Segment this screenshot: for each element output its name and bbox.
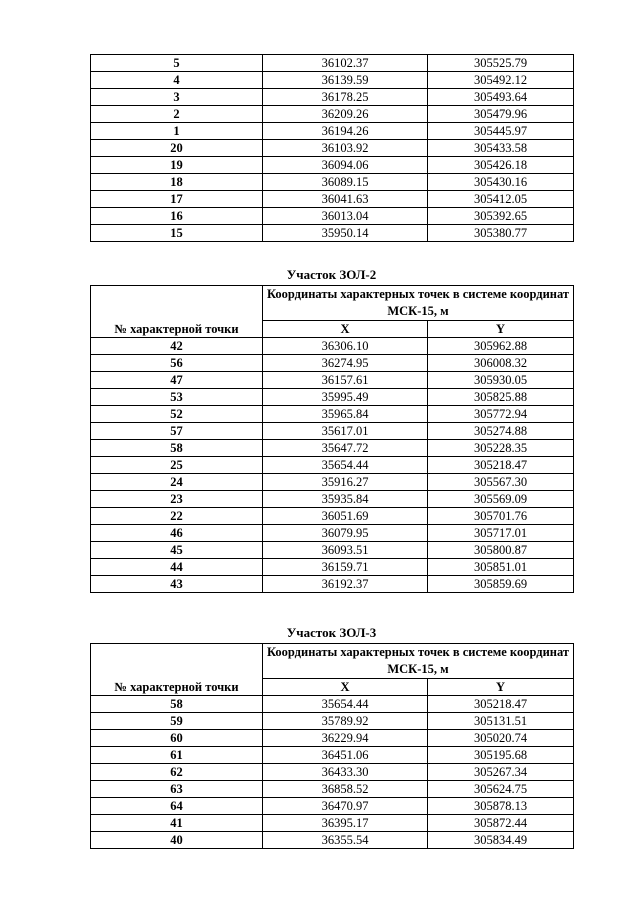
table-row bbox=[91, 423, 574, 440]
coord-y-cell: 305445.97 bbox=[428, 123, 574, 140]
point-number-cell: 56 bbox=[91, 355, 263, 372]
coord-y-cell: 305800.87 bbox=[428, 542, 574, 559]
coordinates-table-continued bbox=[90, 54, 574, 242]
table-row bbox=[91, 174, 574, 191]
point-number-cell: 58 bbox=[91, 440, 263, 457]
table-row bbox=[91, 457, 574, 474]
table-row bbox=[91, 89, 574, 106]
point-number-cell: 57 bbox=[91, 423, 263, 440]
section-title-zol-3: Участок ЗОЛ-3 bbox=[286, 625, 377, 640]
table-body bbox=[91, 338, 574, 593]
point-number-cell: 43 bbox=[91, 576, 263, 593]
table-row bbox=[91, 781, 574, 798]
coord-x-cell: 35935.84 bbox=[263, 491, 428, 508]
coord-x-cell: 35654.44 bbox=[263, 696, 428, 713]
point-number-cell: 3 bbox=[91, 89, 263, 106]
coord-x-cell: 35789.92 bbox=[263, 713, 428, 730]
coord-y-cell: 305859.69 bbox=[428, 576, 574, 593]
point-number-cell: 5 bbox=[91, 55, 263, 72]
coord-y-cell: 305772.94 bbox=[428, 406, 574, 423]
coord-x-cell: 35950.14 bbox=[263, 225, 428, 242]
point-number-cell: 53 bbox=[91, 389, 263, 406]
table-row bbox=[91, 191, 574, 208]
table-row bbox=[91, 123, 574, 140]
coord-x-cell: 36041.63 bbox=[263, 191, 428, 208]
header-x: X bbox=[263, 679, 428, 696]
table-row bbox=[91, 713, 574, 730]
table-row bbox=[91, 491, 574, 508]
coord-y-cell: 305930.05 bbox=[428, 372, 574, 389]
table-row bbox=[91, 696, 574, 713]
point-number-cell: 63 bbox=[91, 781, 263, 798]
table-row bbox=[91, 832, 574, 849]
point-number-cell: 44 bbox=[91, 559, 263, 576]
coord-x-cell: 36451.06 bbox=[263, 747, 428, 764]
coord-x-cell: 35647.72 bbox=[263, 440, 428, 457]
coord-y-cell: 305492.12 bbox=[428, 72, 574, 89]
coord-x-cell: 36355.54 bbox=[263, 832, 428, 849]
coord-x-cell: 36395.17 bbox=[263, 815, 428, 832]
coord-y-cell: 305624.75 bbox=[428, 781, 574, 798]
point-number-cell: 40 bbox=[91, 832, 263, 849]
coord-y-cell: 305701.76 bbox=[428, 508, 574, 525]
table-body bbox=[91, 696, 574, 849]
coord-x-cell: 35654.44 bbox=[263, 457, 428, 474]
coord-y-cell: 305569.09 bbox=[428, 491, 574, 508]
coord-y-cell: 305195.68 bbox=[428, 747, 574, 764]
coord-y-cell: 305426.18 bbox=[428, 157, 574, 174]
coord-y-cell: 305825.88 bbox=[428, 389, 574, 406]
point-number-cell: 24 bbox=[91, 474, 263, 491]
coord-y-cell: 306008.32 bbox=[428, 355, 574, 372]
coord-y-cell: 305430.16 bbox=[428, 174, 574, 191]
table-row bbox=[91, 55, 574, 72]
coord-y-cell: 305851.01 bbox=[428, 559, 574, 576]
header-point-number: № характерной точки bbox=[91, 286, 263, 338]
table-row bbox=[91, 208, 574, 225]
table-row bbox=[91, 508, 574, 525]
coord-x-cell: 36089.15 bbox=[263, 174, 428, 191]
coord-y-cell: 305433.58 bbox=[428, 140, 574, 157]
coord-x-cell: 36051.69 bbox=[263, 508, 428, 525]
coord-y-cell: 305412.05 bbox=[428, 191, 574, 208]
table-row bbox=[91, 525, 574, 542]
table-row bbox=[91, 815, 574, 832]
point-number-cell: 46 bbox=[91, 525, 263, 542]
coord-x-cell: 36103.92 bbox=[263, 140, 428, 157]
coord-x-cell: 36157.61 bbox=[263, 372, 428, 389]
table-row bbox=[91, 576, 574, 593]
coord-y-cell: 305392.65 bbox=[428, 208, 574, 225]
point-number-cell: 2 bbox=[91, 106, 263, 123]
coord-x-cell: 36178.25 bbox=[263, 89, 428, 106]
table-row bbox=[91, 389, 574, 406]
table-row bbox=[91, 355, 574, 372]
coord-x-cell: 36229.94 bbox=[263, 730, 428, 747]
coord-x-cell: 36470.97 bbox=[263, 798, 428, 815]
coord-x-cell: 36274.95 bbox=[263, 355, 428, 372]
point-number-cell: 15 bbox=[91, 225, 263, 242]
section-title-zol-2: Участок ЗОЛ-2 bbox=[286, 267, 377, 282]
coord-x-cell: 36192.37 bbox=[263, 576, 428, 593]
header-y: Y bbox=[428, 679, 574, 696]
coord-x-cell: 35916.27 bbox=[263, 474, 428, 491]
table-row bbox=[91, 372, 574, 389]
table-row bbox=[91, 406, 574, 423]
point-number-cell: 62 bbox=[91, 764, 263, 781]
table-row bbox=[91, 106, 574, 123]
coord-x-cell: 36102.37 bbox=[263, 55, 428, 72]
point-number-cell: 64 bbox=[91, 798, 263, 815]
coord-x-cell: 36306.10 bbox=[263, 338, 428, 355]
coord-y-cell: 305228.35 bbox=[428, 440, 574, 457]
point-number-cell: 16 bbox=[91, 208, 263, 225]
point-number-cell: 20 bbox=[91, 140, 263, 157]
coord-y-cell: 305567.30 bbox=[428, 474, 574, 491]
coord-x-cell: 36209.26 bbox=[263, 106, 428, 123]
header-x: X bbox=[263, 321, 428, 338]
coord-y-cell: 305020.74 bbox=[428, 730, 574, 747]
table-row bbox=[91, 338, 574, 355]
coord-y-cell: 305218.47 bbox=[428, 457, 574, 474]
table-row bbox=[91, 542, 574, 559]
coordinates-table-zol-2 bbox=[90, 285, 574, 593]
header-coordinates: Координаты характерных точек в системе координат МСК-15, м bbox=[263, 286, 574, 321]
coord-x-cell: 36858.52 bbox=[263, 781, 428, 798]
point-number-cell: 59 bbox=[91, 713, 263, 730]
table-body bbox=[91, 55, 574, 242]
table-row bbox=[91, 140, 574, 157]
point-number-cell: 42 bbox=[91, 338, 263, 355]
point-number-cell: 1 bbox=[91, 123, 263, 140]
point-number-cell: 41 bbox=[91, 815, 263, 832]
coord-x-cell: 36139.59 bbox=[263, 72, 428, 89]
point-number-cell: 47 bbox=[91, 372, 263, 389]
coord-y-cell: 305834.49 bbox=[428, 832, 574, 849]
coord-y-cell: 305878.13 bbox=[428, 798, 574, 815]
point-number-cell: 17 bbox=[91, 191, 263, 208]
coord-x-cell: 35617.01 bbox=[263, 423, 428, 440]
coord-y-cell: 305872.44 bbox=[428, 815, 574, 832]
coord-y-cell: 305267.34 bbox=[428, 764, 574, 781]
coord-x-cell: 36093.51 bbox=[263, 542, 428, 559]
coord-y-cell: 305962.88 bbox=[428, 338, 574, 355]
coord-x-cell: 36079.95 bbox=[263, 525, 428, 542]
point-number-cell: 61 bbox=[91, 747, 263, 764]
coord-y-cell: 305131.51 bbox=[428, 713, 574, 730]
point-number-cell: 45 bbox=[91, 542, 263, 559]
point-number-cell: 19 bbox=[91, 157, 263, 174]
point-number-cell: 52 bbox=[91, 406, 263, 423]
coord-x-cell: 36194.26 bbox=[263, 123, 428, 140]
coord-x-cell: 36094.06 bbox=[263, 157, 428, 174]
table-row bbox=[91, 559, 574, 576]
coordinates-table-zol-3 bbox=[90, 643, 574, 849]
table-row bbox=[91, 764, 574, 781]
table-row bbox=[91, 747, 574, 764]
table-row bbox=[91, 225, 574, 242]
coord-y-cell: 305479.96 bbox=[428, 106, 574, 123]
table-row bbox=[91, 474, 574, 491]
point-number-cell: 18 bbox=[91, 174, 263, 191]
coord-y-cell: 305525.79 bbox=[428, 55, 574, 72]
point-number-cell: 23 bbox=[91, 491, 263, 508]
coord-y-cell: 305717.01 bbox=[428, 525, 574, 542]
point-number-cell: 58 bbox=[91, 696, 263, 713]
header-coordinates: Координаты характерных точек в системе координат МСК-15, м bbox=[263, 644, 574, 679]
table-row bbox=[91, 440, 574, 457]
table-row bbox=[91, 157, 574, 174]
coord-x-cell: 36159.71 bbox=[263, 559, 428, 576]
coord-y-cell: 305218.47 bbox=[428, 696, 574, 713]
coord-y-cell: 305493.64 bbox=[428, 89, 574, 106]
coord-y-cell: 305274.88 bbox=[428, 423, 574, 440]
coord-x-cell: 36433.30 bbox=[263, 764, 428, 781]
point-number-cell: 60 bbox=[91, 730, 263, 747]
coord-x-cell: 35995.49 bbox=[263, 389, 428, 406]
table-row bbox=[91, 730, 574, 747]
table-row bbox=[91, 72, 574, 89]
point-number-cell: 25 bbox=[91, 457, 263, 474]
coord-y-cell: 305380.77 bbox=[428, 225, 574, 242]
header-y: Y bbox=[428, 321, 574, 338]
coord-x-cell: 36013.04 bbox=[263, 208, 428, 225]
header-point-number: № характерной точки bbox=[91, 644, 263, 696]
point-number-cell: 4 bbox=[91, 72, 263, 89]
table-row bbox=[91, 798, 574, 815]
coord-x-cell: 35965.84 bbox=[263, 406, 428, 423]
point-number-cell: 22 bbox=[91, 508, 263, 525]
